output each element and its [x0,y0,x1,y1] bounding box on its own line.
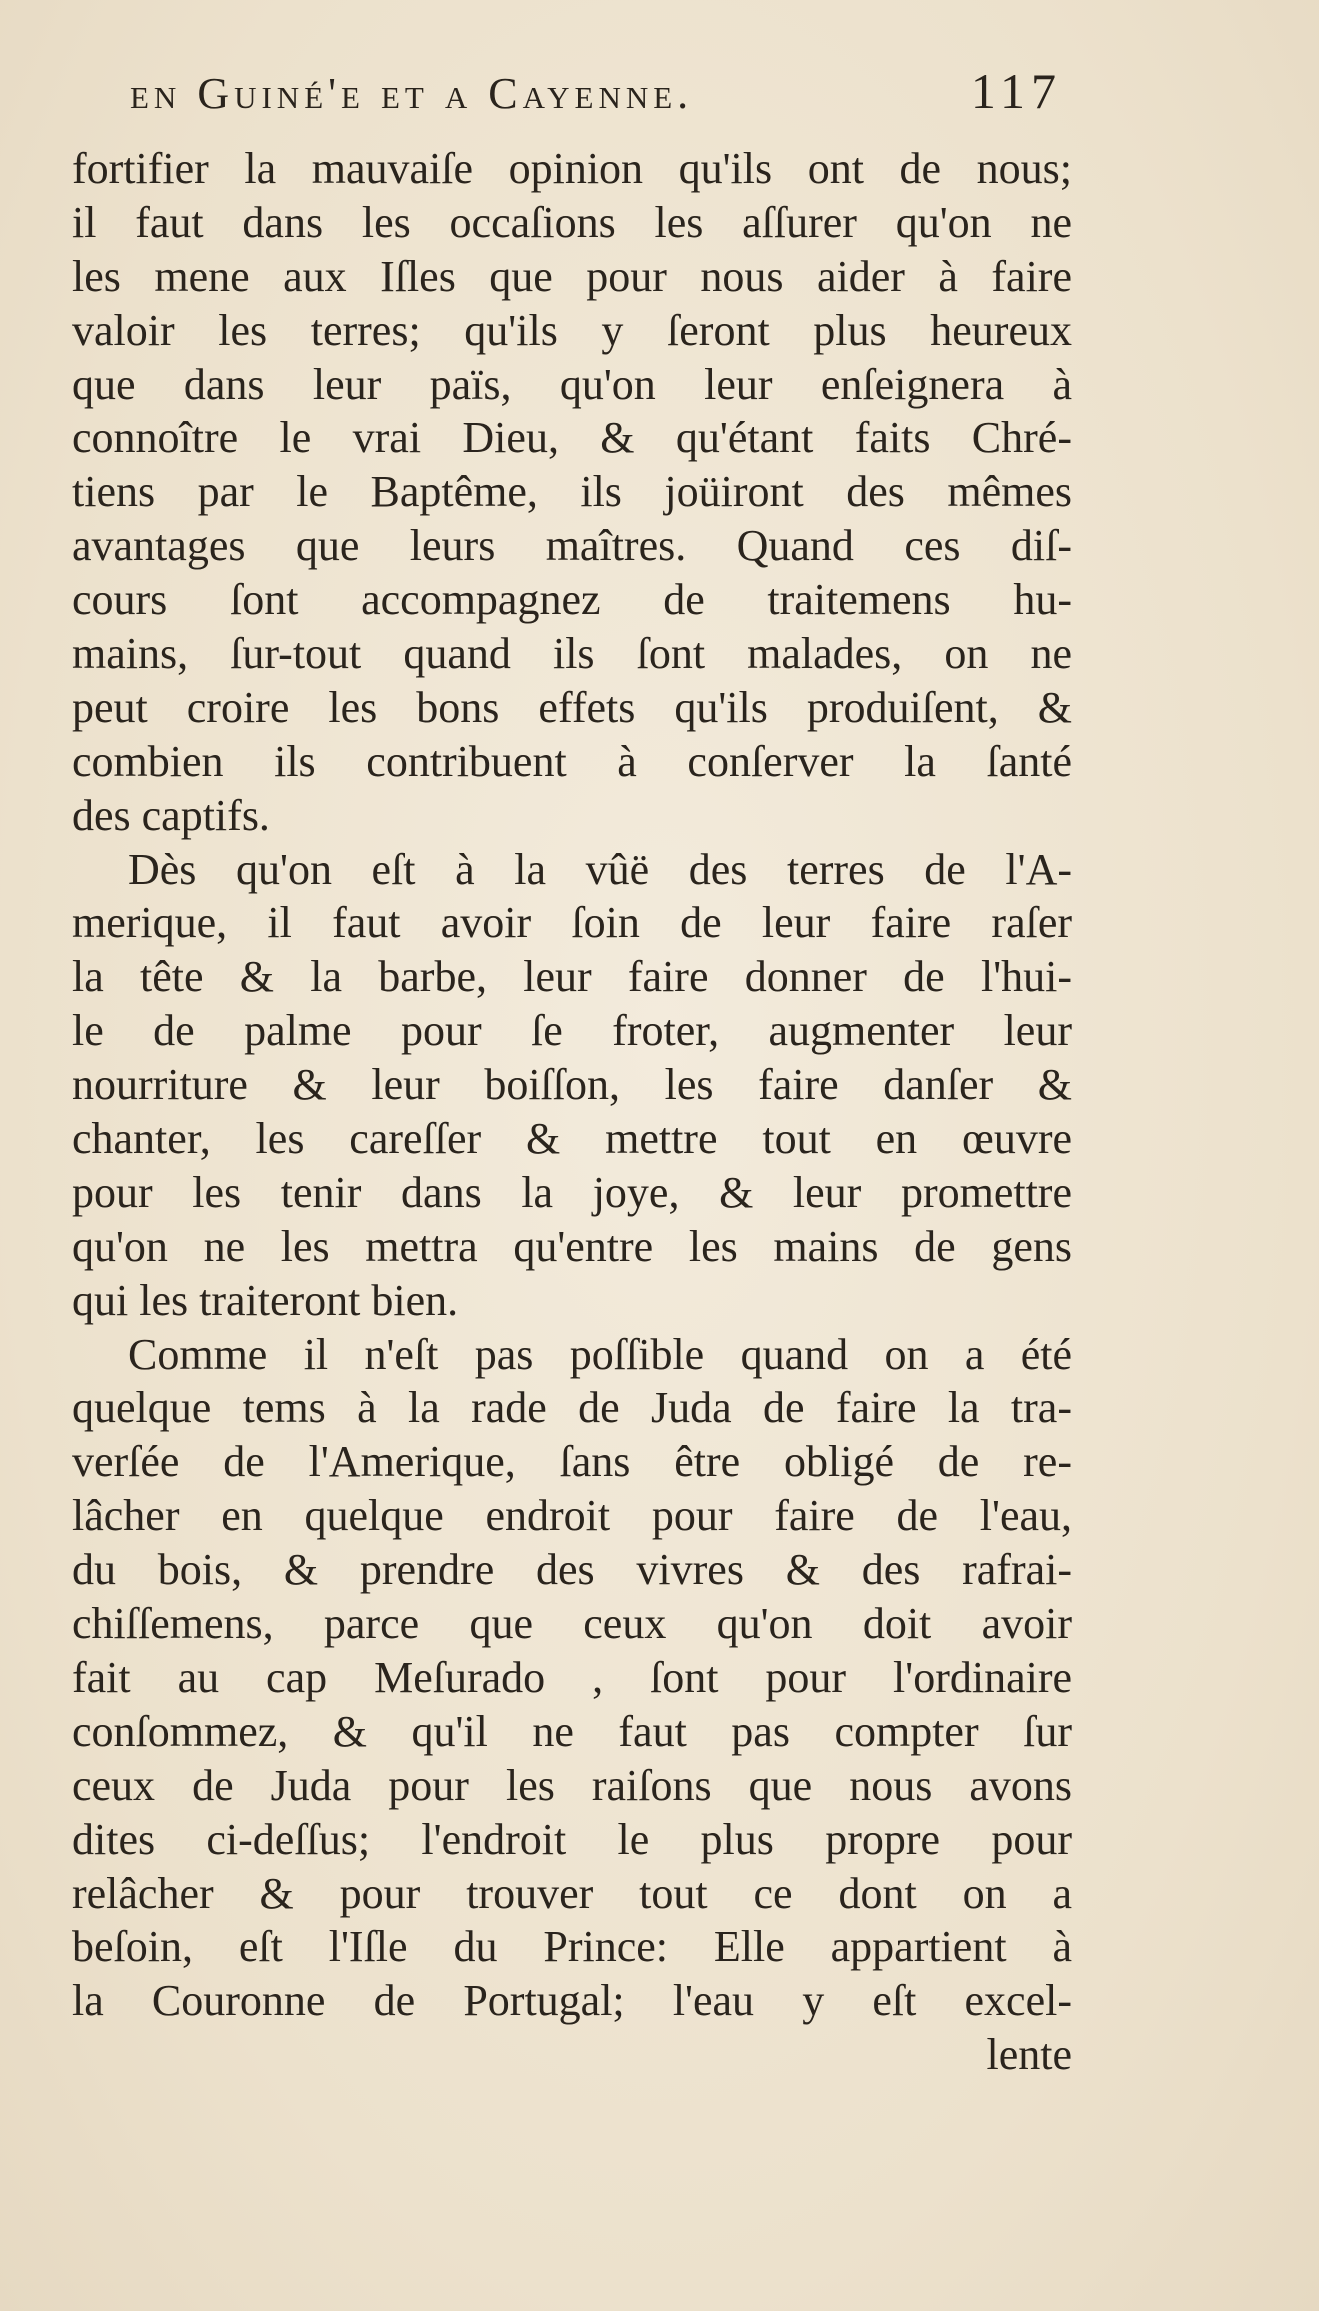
paragraph-start-line: Dès qu'on eſt à la vûë des terres de l'A- [128,844,1072,894]
text-line: tiens par le Baptême, ils joüiront des mêmes [72,467,1072,517]
text-line: lâcher en quelque endroit pour faire de l'eau, [72,1491,1072,1541]
text-line: la tête & la barbe, leur faire donner de l'hui- [72,952,1072,1002]
text-line: nourriture & leur boiſſon, les faire danſer & [72,1060,1072,1110]
text-line: dites ci-deſſus; l'endroit le plus propre pour [72,1814,1072,1864]
text-line: merique, il faut avoir ſoin de leur faire raſer [72,898,1072,948]
page-header [72,62,1072,142]
catchword: lente [986,2030,1072,2080]
text-block [72,142,1072,2082]
page-number: 117 [970,63,1062,119]
text-line: relâcher & pour trouver tout ce dont on a [72,1868,1072,1918]
text-line: connoître le vrai Dieu, & qu'étant faits Chré- [72,413,1072,463]
text-line: avantages que leurs maîtres. Quand ces diſ- [72,521,1072,571]
text-line: chanter, les careſſer & mettre tout en œuvre [72,1114,1072,1164]
text-line: chiſſemens, parce que ceux qu'on doit avoir [72,1599,1072,1649]
text-line: fait au cap Meſurado , ſont pour l'ordinaire [72,1652,1072,1702]
text-line: combien ils contribuent à conſerver la ſanté [72,736,1072,786]
text-line: le de palme pour ſe froter, augmenter leur [72,1006,1072,1056]
text-line: cours ſont accompagnez de traitemens hu- [72,575,1072,625]
text-line: que dans leur païs, qu'on leur enſeignera à [72,359,1072,409]
running-head: en Guiné'e et a Cayenne. [130,69,694,118]
text-line: fortifier la mauvaiſe opinion qu'ils ont de nous; [72,144,1072,193]
text-line: du bois, & prendre des vivres & des rafrai- [72,1545,1072,1595]
text-line: les mene aux Iſles que pour nous aider à faire [72,251,1072,301]
text-line: peut croire les bons effets qu'ils produiſent, & [72,682,1072,732]
text-line: ceux de Juda pour les raiſons que nous avons [72,1760,1072,1810]
text-line: quelque tems à la rade de Juda de faire la tra- [72,1383,1072,1433]
text-line: des captifs. [72,790,270,840]
text-line: pour les tenir dans la joye, & leur promettre [72,1167,1072,1217]
text-line: qu'on ne les mettra qu'entre les mains de gens [72,1221,1072,1271]
text-line: la Couronne de Portugal; l'eau y eſt excel- [72,1976,1072,2026]
text-line: beſoin, eſt l'Iſle du Prince: Elle appartient à [72,1922,1072,1972]
paragraph-start-line: Comme il n'eſt pas poſſible quand on a été [128,1329,1072,1379]
text-line: il faut dans les occaſions les aſſurer qu'on ne [72,197,1072,247]
text-line: valoir les terres; qu'ils y ſeront plus heureux [72,305,1072,355]
text-line: conſommez, & qu'il ne faut pas compter ſur [72,1706,1072,1756]
text-line: verſée de l'Amerique, ſans être obligé de re- [72,1437,1072,1487]
book-page [72,62,1072,2082]
text-line: mains, ſur-tout quand ils ſont malades, on ne [72,629,1072,679]
text-line: qui les traiteront bien. [72,1275,459,1325]
